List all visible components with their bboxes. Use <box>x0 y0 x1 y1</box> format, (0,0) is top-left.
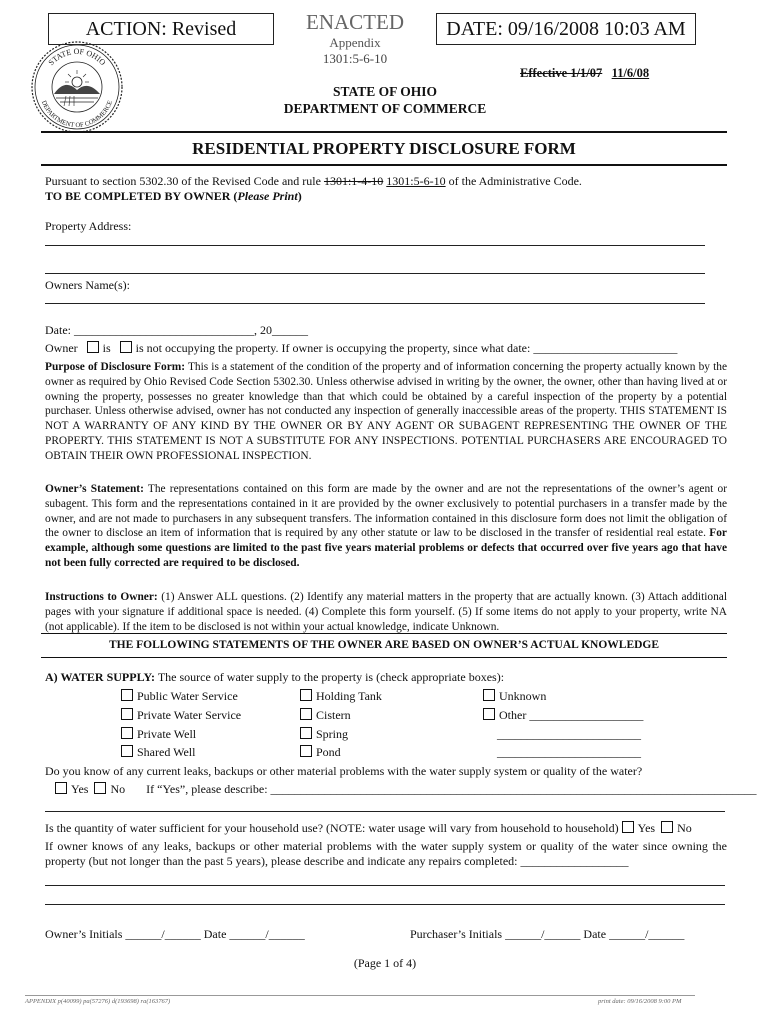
no-checkbox[interactable] <box>94 782 106 794</box>
seal-top-text: STATE OF OHIO <box>46 46 108 68</box>
water-quantity-question: Is the quantity of water sufficient for your household use? (NOTE: water usage will vary from household to household) <box>45 821 619 835</box>
owner-label: Owner <box>45 341 78 355</box>
owner-occupying-row <box>45 341 677 356</box>
option-label: Other ___________________ <box>499 708 644 722</box>
owner-statement-heading: Owner’s Statement: <box>45 483 144 495</box>
water-other-line-2[interactable]: ________________________ <box>497 745 641 759</box>
form-title: RESIDENTIAL PROPERTY DISCLOSURE FORM <box>192 139 576 158</box>
enacted-block <box>290 10 420 67</box>
water-option-spring[interactable] <box>300 727 348 742</box>
enacted-label: ENACTED <box>306 10 404 34</box>
owner-statement-text: The representations contained on this form are made by the owner and are not the representations of the owner’s agent or subagent. This form and the representations contained in it are provided by the owner exclusively to potential purchasers in a transfer made by the owner, and are not made to purchasers in any subsequent transfers. The information contained in this disclosure form does not limit the obligation of the owner to disclose an item of information that is required by any other statute or law to be disclosed in the transfer of residential real estate. <box>45 483 727 540</box>
checkbox-icon[interactable] <box>121 689 133 701</box>
property-address-label: Property Address: <box>45 219 132 233</box>
checkbox-icon[interactable] <box>300 745 312 757</box>
option-label: Spring <box>316 727 349 741</box>
option-label: Cistern <box>316 708 351 722</box>
owner-initials[interactable]: Owner’s Initials ______/______ Date ______/______ <box>45 927 305 941</box>
date-text: DATE: 09/16/2008 10:03 AM <box>446 18 686 40</box>
instructions-paragraph <box>45 590 727 634</box>
if-yes-describe[interactable]: If “Yes”, please describe: _________________________________________________________________________________ <box>146 782 757 796</box>
option-label: Pond <box>316 745 341 759</box>
instructions-heading: Instructions to Owner: <box>45 591 158 603</box>
water-option-pond[interactable] <box>300 745 341 760</box>
statements-rule-top <box>41 633 727 634</box>
water-supply-heading: A) WATER SUPPLY: <box>45 670 156 684</box>
purpose-text: This is a statement of the condition of the property and of information concerning the property actually known by the owner as required by Ohio Revised Code Section 5302.30. Unless otherwise advised in writing by the owner, the owner, other than having lived at or owning the property, possesses no greater knowledge than that which could be obtained by a careful inspection of the property by a potential purchaser. Unless otherwise advised, owner has not conducted any inspection of generally inaccessible areas of the property. THIS STATEMENT IS NOT A WARRANTY OF ANY KIND BY THE OWNER OR BY ANY AGENT OR SUBAGENT REPRESENTING THE OWNER OF THE PROPERTY. THIS STATEMENT IS NOT A SUBSTITUTE FOR ANY INSPECTIONS. POTENTIAL PURCHASERS ARE ENCOURAGED TO OBTAIN THEIR OWN PROFESSIONAL INSPECTION. <box>45 361 727 462</box>
water-history-question[interactable]: If owner knows of any leaks, backups or other material problems with the water supply system or quality of the water since owning the property (but not longer than the past 5 years), please describe and indicate any repairs completed: __________________ <box>45 839 727 868</box>
water-supply-line <box>45 670 504 685</box>
water-problem-line[interactable] <box>45 811 725 812</box>
checkbox-icon[interactable] <box>121 745 133 757</box>
water-other-line-1[interactable]: ________________________ <box>497 727 641 741</box>
complete-by-owner <box>45 189 302 204</box>
date-box <box>436 13 696 45</box>
intro-post: of the Administrative Code. <box>445 174 582 188</box>
intro-old-rule: 1301:1-4-10 <box>323 174 384 188</box>
owner-is-label: is <box>102 341 111 355</box>
property-address-line-2[interactable] <box>45 273 705 274</box>
water-option-public[interactable] <box>121 689 238 704</box>
option-label: Private Water Service <box>137 708 242 722</box>
state-heading <box>250 83 520 117</box>
title-rule-bottom <box>41 164 727 166</box>
owner-statement-paragraph <box>45 482 727 571</box>
purchaser-initials[interactable]: Purchaser’s Initials ______/______ Date ______/______ <box>410 927 685 941</box>
statements-heading: THE FOLLOWING STATEMENTS OF THE OWNER ARE BASED ON OWNER’S ACTUAL KNOWLEDGE <box>108 639 660 651</box>
owners-names-label: Owners Name(s): <box>45 278 130 292</box>
owners-names-line[interactable] <box>45 303 705 304</box>
water-option-cistern[interactable] <box>300 708 351 723</box>
water-option-unknown[interactable] <box>483 689 546 704</box>
purpose-paragraph <box>45 360 727 464</box>
intro-line <box>45 174 582 189</box>
intro-new-rule: 1301:5-6-10 <box>386 174 446 188</box>
water-option-other[interactable] <box>483 708 643 723</box>
effective-line <box>520 66 649 81</box>
owner-is-checkbox[interactable] <box>87 341 99 353</box>
water-option-shared-well[interactable] <box>121 745 195 760</box>
option-label: Public Water Service <box>137 689 238 703</box>
intro-pre: Pursuant to section 5302.30 of the Revised Code and rule <box>45 174 324 188</box>
option-label: Unknown <box>499 689 547 703</box>
no-label: No <box>110 782 126 796</box>
purpose-heading: Purpose of Disclosure Form: <box>45 361 186 373</box>
quantity-no-checkbox[interactable] <box>661 821 673 833</box>
effective-new: 11/6/08 <box>611 66 650 80</box>
quantity-no-label: No <box>677 821 692 835</box>
appendix-label: Appendix <box>329 35 381 50</box>
yes-checkbox[interactable] <box>55 782 67 794</box>
owner-is-not-label: is not occupying the property. If owner is occupying the property, since what date: ________________________ <box>135 341 678 355</box>
owner-is-not-checkbox[interactable] <box>120 341 132 353</box>
water-option-private-service[interactable] <box>121 708 241 723</box>
title-rule-top <box>41 131 727 133</box>
footer-rule <box>25 995 695 996</box>
state-name: STATE OF OHIO <box>332 84 438 99</box>
water-quantity-row <box>45 821 692 836</box>
date-field[interactable]: Date: ______________________________, 20______ <box>45 323 308 337</box>
water-option-holding-tank[interactable] <box>300 689 382 704</box>
water-history-line-1[interactable] <box>45 885 725 886</box>
department-name: DEPARTMENT OF COMMERCE <box>283 101 487 116</box>
state-seal <box>30 40 125 135</box>
action-text: ACTION: Revised <box>85 18 237 40</box>
quantity-yes-checkbox[interactable] <box>622 821 634 833</box>
complete-bold: TO BE COMPLETED BY OWNER ( <box>45 189 238 203</box>
owner-statement-bold: For example, although some questions are limited to the past five years material problems or defects that occurred over five years ago that have not been fully corrected are required to be disclosed. <box>45 527 727 569</box>
option-label: Private Well <box>137 727 197 741</box>
property-address-line-1[interactable] <box>45 245 705 246</box>
footer-left: APPENDIX p(40099) pa(57276) d(193698) ra(163767) <box>25 998 171 1005</box>
instructions-text: (1) Answer ALL questions. (2) Identify any material matters in the property that are actually known. (3) Attach additional pages with your signature if additional space is needed. (4) Complete this form yourself. (5) If some items do not apply to your property, write NA (not applicable). If the item to be disclosed is not within your actual knowledge, indicate Unknown. <box>45 591 728 633</box>
yes-label: Yes <box>71 782 89 796</box>
checkbox-icon[interactable] <box>121 708 133 720</box>
footer-right: print date: 09/16/2008 9:00 PM <box>598 998 682 1005</box>
complete-end: ) <box>297 189 302 203</box>
water-supply-text: The source of water supply to the property is (check appropriate boxes): <box>155 670 505 684</box>
option-label: Shared Well <box>137 745 196 759</box>
effective-old: Effective 1/1/07 <box>520 66 603 80</box>
page-number: (Page 1 of 4) <box>353 956 417 970</box>
checkbox-icon[interactable] <box>483 708 495 720</box>
option-label: Holding Tank <box>316 689 382 703</box>
water-history-line-2[interactable] <box>45 904 725 905</box>
water-problem-question: Do you know of any current leaks, backups or other material problems with the water supply system or quality of the water? <box>45 764 643 778</box>
checkbox-icon[interactable] <box>121 727 133 739</box>
water-problem-answer-row <box>55 782 757 797</box>
checkbox-icon[interactable] <box>300 708 312 720</box>
water-option-private-well[interactable] <box>121 727 196 742</box>
statements-rule-bottom <box>41 657 727 658</box>
appendix-rule: 1301:5-6-10 <box>322 51 388 66</box>
checkbox-icon[interactable] <box>300 689 312 701</box>
complete-italic: Please Print <box>237 189 298 203</box>
quantity-yes-label: Yes <box>637 821 656 835</box>
checkbox-icon[interactable] <box>483 689 495 701</box>
checkbox-icon[interactable] <box>300 727 312 739</box>
seal-bottom-text: DEPARTMENT OF COMMERCE <box>39 99 115 130</box>
